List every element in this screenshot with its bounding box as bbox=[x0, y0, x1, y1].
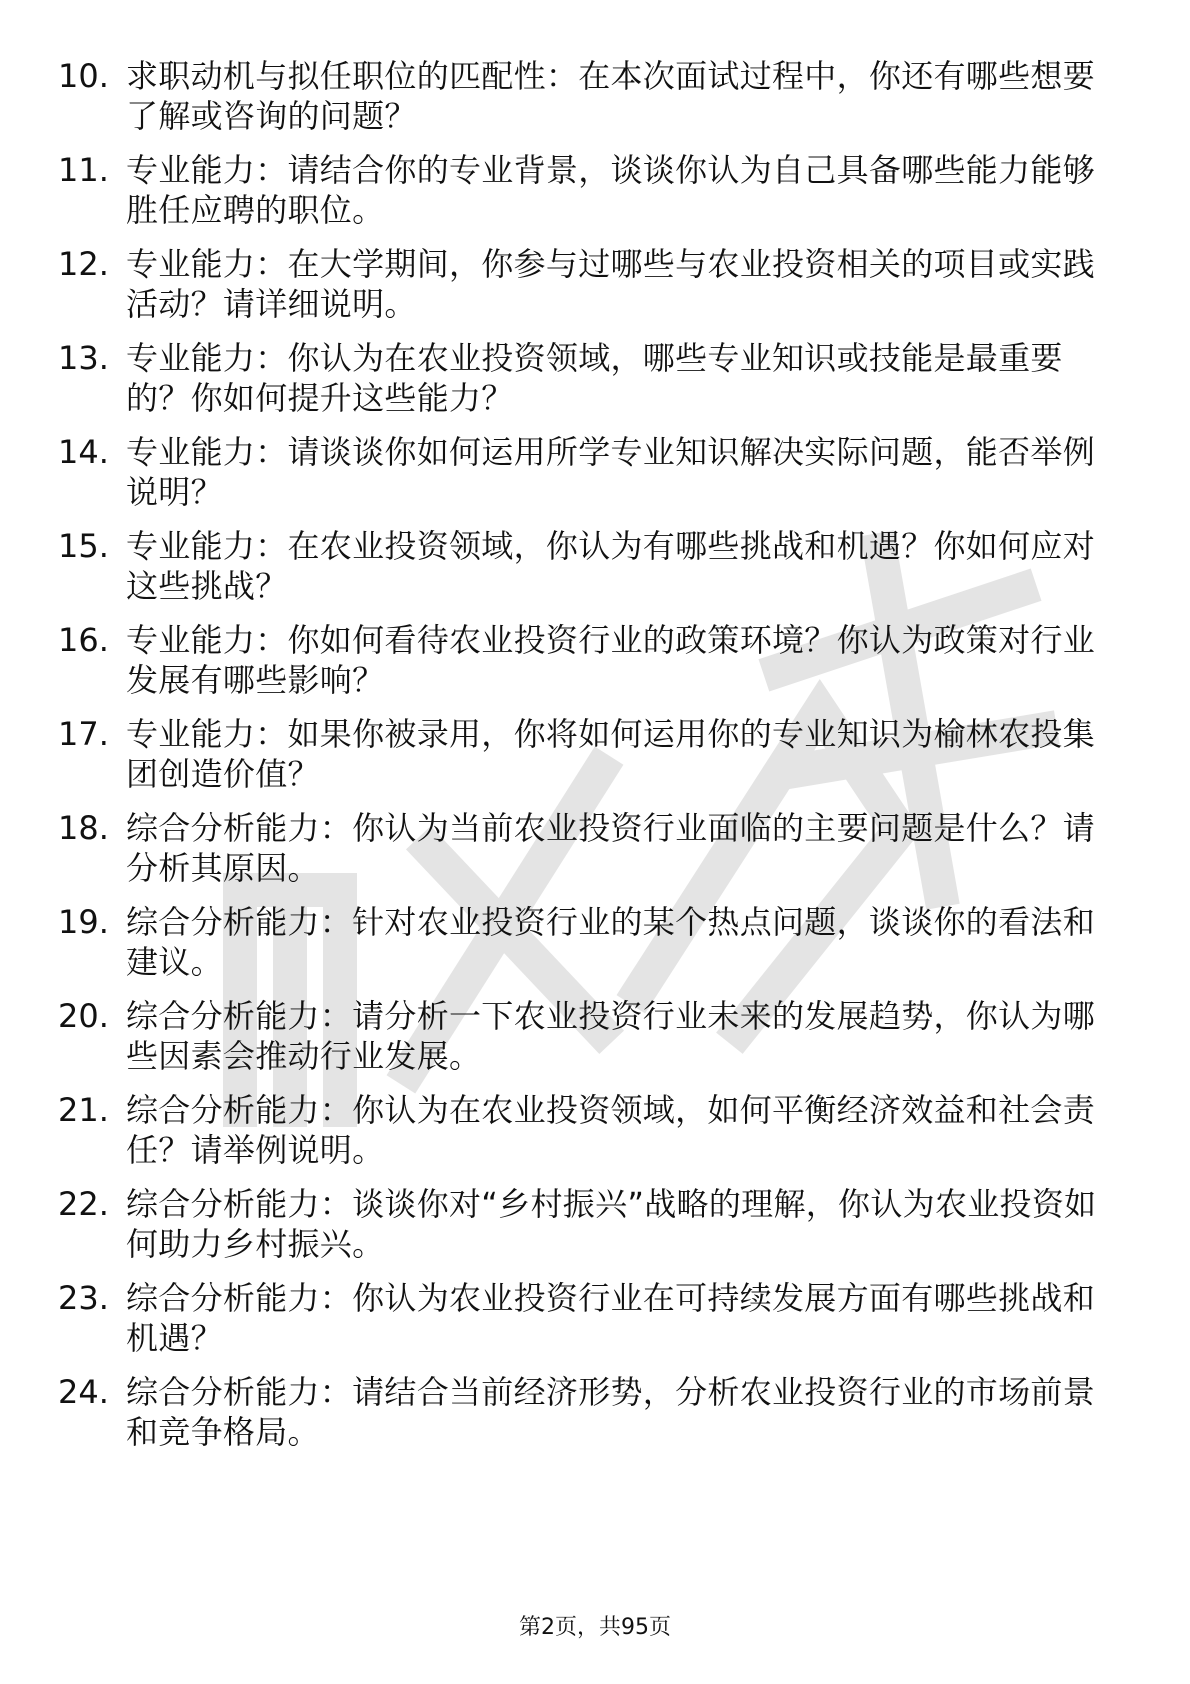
question-text: 专业能力：在农业投资领域，你认为有哪些挑战和机遇？你如何应对这些挑战？ bbox=[126, 527, 1096, 605]
question-number: 20. bbox=[58, 997, 109, 1035]
question-number: 21. bbox=[58, 1091, 109, 1129]
question-item bbox=[0, 1184, 1190, 1284]
question-item bbox=[0, 620, 1190, 720]
question-number: 15. bbox=[58, 527, 109, 565]
question-item bbox=[0, 1090, 1190, 1190]
question-text: 专业能力：请谈谈你如何运用所学专业知识解决实际问题，能否举例说明？ bbox=[126, 433, 1096, 511]
question-text: 专业能力：你如何看待农业投资行业的政策环境？你认为政策对行业发展有哪些影响？ bbox=[126, 621, 1096, 699]
question-text: 综合分析能力：你认为农业投资行业在可持续发展方面有哪些挑战和机遇？ bbox=[126, 1279, 1096, 1357]
question-item bbox=[0, 808, 1190, 908]
question-number: 10. bbox=[58, 57, 109, 95]
question-number: 18. bbox=[58, 809, 109, 847]
question-text: 综合分析能力：请结合当前经济形势，分析农业投资行业的市场前景和竞争格局。 bbox=[126, 1373, 1096, 1451]
question-text: 综合分析能力：针对农业投资行业的某个热点问题，谈谈你的看法和建议。 bbox=[126, 903, 1096, 981]
question-number: 19. bbox=[58, 903, 109, 941]
question-number: 13. bbox=[58, 339, 109, 377]
question-number: 17. bbox=[58, 715, 109, 753]
question-text: 专业能力：你认为在农业投资领域，哪些专业知识或技能是最重要的？你如何提升这些能力？ bbox=[126, 339, 1063, 417]
question-text: 综合分析能力：你认为当前农业投资行业面临的主要问题是什么？请分析其原因。 bbox=[126, 809, 1096, 887]
question-text: 专业能力：如果你被录用，你将如何运用你的专业知识为榆林农投集团创造价值？ bbox=[126, 715, 1096, 793]
question-item bbox=[0, 432, 1190, 532]
question-item bbox=[0, 714, 1190, 814]
question-number: 23. bbox=[58, 1279, 109, 1317]
question-text: 综合分析能力：你认为在农业投资领域，如何平衡经济效益和社会责任？请举例说明。 bbox=[126, 1091, 1096, 1169]
question-item bbox=[0, 56, 1190, 156]
question-item bbox=[0, 1278, 1190, 1378]
page-footer bbox=[0, 1614, 1190, 1642]
question-item bbox=[0, 1372, 1190, 1472]
question-item bbox=[0, 526, 1190, 626]
question-text: 综合分析能力：请分析一下农业投资行业未来的发展趋势，你认为哪些因素会推动行业发展。 bbox=[126, 997, 1096, 1075]
question-number: 12. bbox=[58, 245, 109, 283]
question-text: 求职动机与拟任职位的匹配性：在本次面试过程中，你还有哪些想要了解或咨询的问题？ bbox=[126, 57, 1096, 135]
question-number: 14. bbox=[58, 433, 109, 471]
question-number: 16. bbox=[58, 621, 109, 659]
question-number: 11. bbox=[58, 151, 109, 189]
question-number: 24. bbox=[58, 1373, 109, 1411]
question-text: 专业能力：在大学期间，你参与过哪些与农业投资相关的项目或实践活动？请详细说明。 bbox=[126, 245, 1096, 323]
question-item bbox=[0, 244, 1190, 344]
question-text: 专业能力：请结合你的专业背景，谈谈你认为自己具备哪些能力能够胜任应聘的职位。 bbox=[126, 151, 1096, 229]
question-text: 综合分析能力：谈谈你对“乡村振兴”战略的理解，你认为农业投资如何助力乡村振兴。 bbox=[126, 1185, 1097, 1263]
question-item bbox=[0, 150, 1190, 250]
question-item bbox=[0, 996, 1190, 1096]
page-number-label: 第2页，共95页 bbox=[519, 1615, 671, 1640]
question-item bbox=[0, 338, 1190, 438]
question-item bbox=[0, 902, 1190, 1002]
question-number: 22. bbox=[58, 1185, 109, 1223]
